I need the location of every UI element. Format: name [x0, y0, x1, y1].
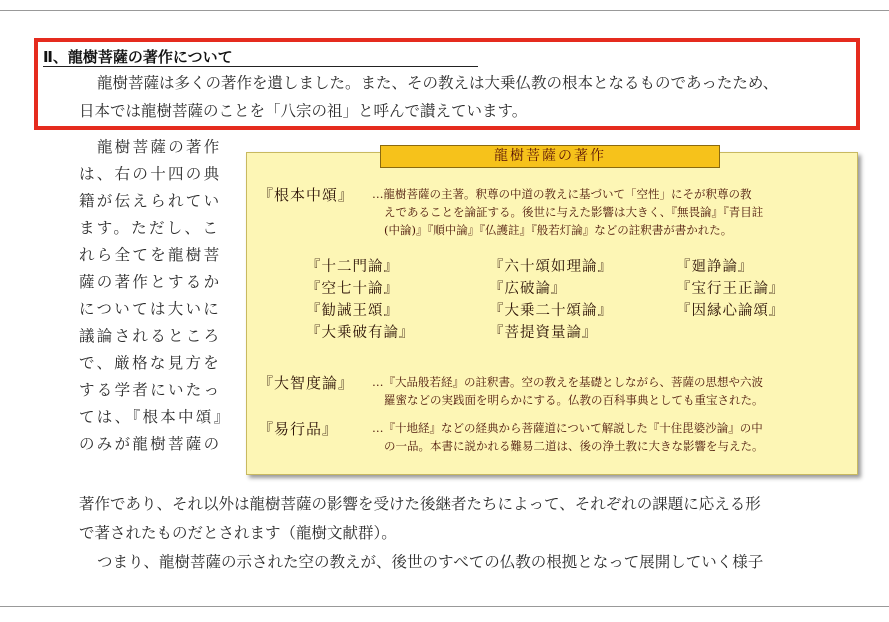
work-entry-description: えであることを論証する。後世に与えた影響は大きく、『無畏論』『青目註 — [384, 205, 764, 219]
left-column-line: で、厳格な見方を — [79, 354, 222, 372]
bottom-rule — [0, 606, 889, 607]
body-line: 著作であり、それ以外は龍樹菩薩の影響を受けた後継者たちによって、それぞれの課題に応える形 — [79, 495, 761, 513]
left-column-line: ます。ただし、こ — [79, 219, 221, 237]
work-entry-title: 『大智度論』 — [258, 374, 355, 392]
work-grid-item: 『大乗二十頌論』 — [489, 303, 613, 319]
work-grid-item: 『廻諍論』 — [676, 259, 754, 275]
left-column-line: のみが龍樹菩薩の — [79, 435, 222, 453]
work-grid-item: 『因縁心論頌』 — [676, 303, 785, 319]
work-entry-description: …『大品般若経』の註釈書。空の教えを基礎としながら、菩薩の思想や六波 — [372, 375, 763, 389]
left-column-line: については大いに — [79, 300, 222, 318]
work-grid-item: 『空七十論』 — [306, 281, 399, 297]
left-column-line: は、右の十四の典 — [79, 165, 222, 183]
work-grid-item: 『菩提資量論』 — [489, 325, 598, 341]
work-entry-title: 『根本中頌』 — [258, 186, 355, 204]
work-entry-description: 羅蜜などの実践面を明らかにする。仏教の百科事典としても重宝された。 — [384, 393, 764, 407]
left-column-line: する学者にいたっ — [79, 381, 222, 399]
works-panel-title: 龍樹菩薩の著作 — [380, 145, 720, 168]
left-column-line: ては、『根本中頌』 — [79, 408, 232, 426]
intro-line-2: 日本では龍樹菩薩のことを「八宗の祖」と呼んで讃えています。 — [79, 102, 528, 120]
left-column-line: 龍樹菩薩の著作 — [97, 138, 222, 156]
work-entry-description: (中論)』『順中論』『仏護註』『般若灯論』などの註釈書が書かれた。 — [384, 223, 733, 237]
work-grid-item: 『十二門論』 — [306, 259, 399, 275]
body-line: で著されたものだとされます（龍樹文献群）。 — [79, 524, 397, 542]
section-title-underline — [43, 66, 478, 67]
work-entry-title: 『易行品』 — [258, 420, 339, 438]
intro-line-1: 龍樹菩薩は多くの著作を遺しました。また、その教えは大乗仏教の根本となるものであったため、 — [97, 74, 779, 92]
work-entry-description: の一品。本書に説かれる難易二道は、後の浄土教に大きな影響を与えた。 — [384, 439, 764, 453]
work-entry-description: …龍樹菩薩の主著。釈尊の中道の教えに基づいて「空性」にそが釈尊の教 — [372, 187, 752, 201]
work-entry-description: …『十地経』などの経典から菩薩道について解説した『十住毘婆沙論』の中 — [372, 421, 763, 435]
body-line: つまり、龍樹菩薩の示された空の教えが、後世のすべての仏教の根拠となって展開していく様子 — [97, 553, 764, 571]
work-grid-item: 『六十頌如理論』 — [489, 259, 613, 275]
work-grid-item: 『大乗破有論』 — [306, 325, 415, 341]
section-title: Ⅱ、龍樹菩薩の著作について — [43, 48, 233, 66]
work-grid-item: 『勧誡王頌』 — [306, 303, 399, 319]
left-column-line: れら全てを龍樹菩 — [79, 246, 222, 264]
work-grid-item: 『宝行王正論』 — [676, 281, 785, 297]
work-grid-item: 『広破論』 — [489, 281, 567, 297]
top-rule — [0, 10, 889, 11]
left-column-line: 議論されるところ — [79, 327, 222, 345]
left-column-line: 薩の著作とするか — [79, 273, 222, 291]
left-column-line: 籍が伝えられてい — [79, 192, 222, 210]
